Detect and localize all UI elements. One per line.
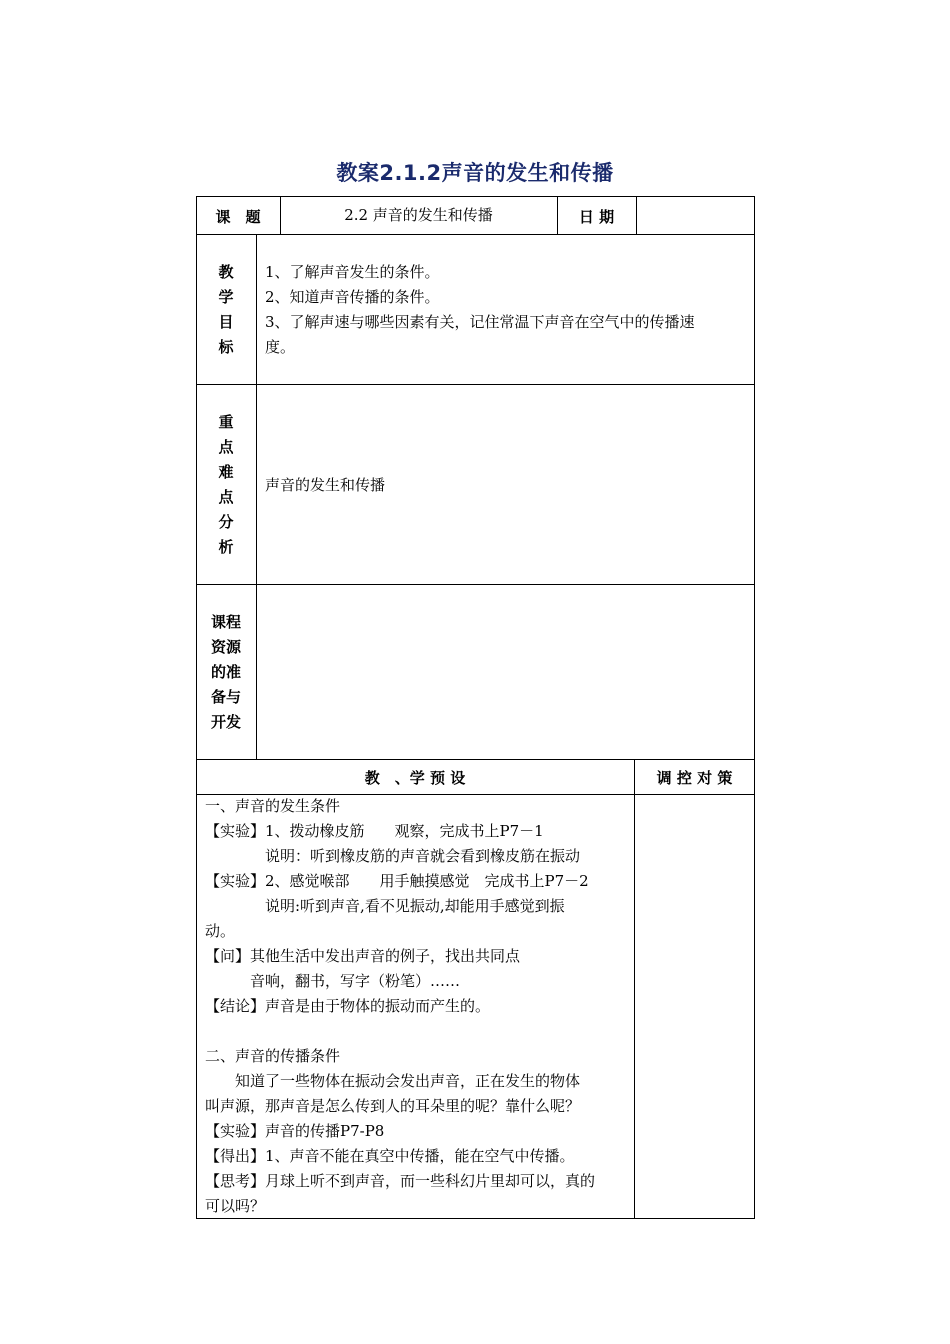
- teaching-line: 【得出】1、声音不能在真空中传播，能在空气中传播。: [205, 1147, 575, 1165]
- teaching-right-header: 调 控 对 策: [656, 769, 733, 787]
- teaching-line: 二、声音的传播条件: [205, 1047, 341, 1065]
- objective-line: 3、了解声速与哪些因素有关，记住常温下声音在空气中的传播速: [265, 313, 695, 331]
- objective-line: 2、知道声音传播的条件。: [265, 288, 440, 306]
- subject-value: 2.2 声音的发生和传播: [344, 206, 493, 224]
- key-points-text: 声音的发生和传播: [265, 476, 386, 494]
- key-points-label: 重 点 难 点 分 析: [218, 413, 234, 556]
- teaching-line: 说明:听到声音,看不见振动,却能用手感觉到振: [205, 897, 565, 915]
- teaching-line: 说明：听到橡皮筋的声音就会看到橡皮筋在振动: [205, 847, 581, 865]
- teaching-line: 【实验】2、感觉喉部 用手触摸感觉 完成书上P7－2: [205, 872, 589, 890]
- teaching-line: 音响，翻书，写字（粉笔）……: [205, 972, 461, 990]
- subject-label: 课 题: [215, 208, 261, 226]
- teaching-line: 知道了一些物体在振动会发出声音，正在发生的物体: [205, 1072, 581, 1090]
- teaching-left-header: 教 、学 预 设: [364, 769, 466, 787]
- teaching-line: 【问】其他生活中发出声音的例子，找出共同点: [205, 947, 521, 965]
- teaching-line: 【结论】声音是由于物体的振动而产生的。: [205, 997, 491, 1015]
- date-label: 日 期: [578, 208, 615, 226]
- teaching-line: 【实验】声音的传播P7-P8: [205, 1122, 385, 1140]
- resources-label: 课程 资源 的准 备与 开发: [210, 613, 241, 731]
- teaching-line: 一、声音的发生条件: [205, 797, 341, 815]
- objectives-label: 教 学 目 标: [218, 263, 234, 356]
- teaching-line: 动。: [205, 922, 236, 940]
- teaching-line: 叫声源，那声音是怎么传到人的耳朵里的呢？靠什么呢？: [205, 1097, 581, 1115]
- document-title: 教案2.1.2声音的发生和传播: [336, 161, 614, 185]
- teaching-line: 【思考】月球上听不到声音，而一些科幻片里却可以，真的: [205, 1172, 596, 1190]
- teaching-line: 【实验】1、拨动橡皮筋 观察，完成书上P7－1: [205, 822, 544, 840]
- objective-line: 度。: [265, 338, 296, 356]
- objective-line: 1、了解声音发生的条件。: [265, 263, 440, 281]
- teaching-line: 可以吗？: [205, 1197, 266, 1215]
